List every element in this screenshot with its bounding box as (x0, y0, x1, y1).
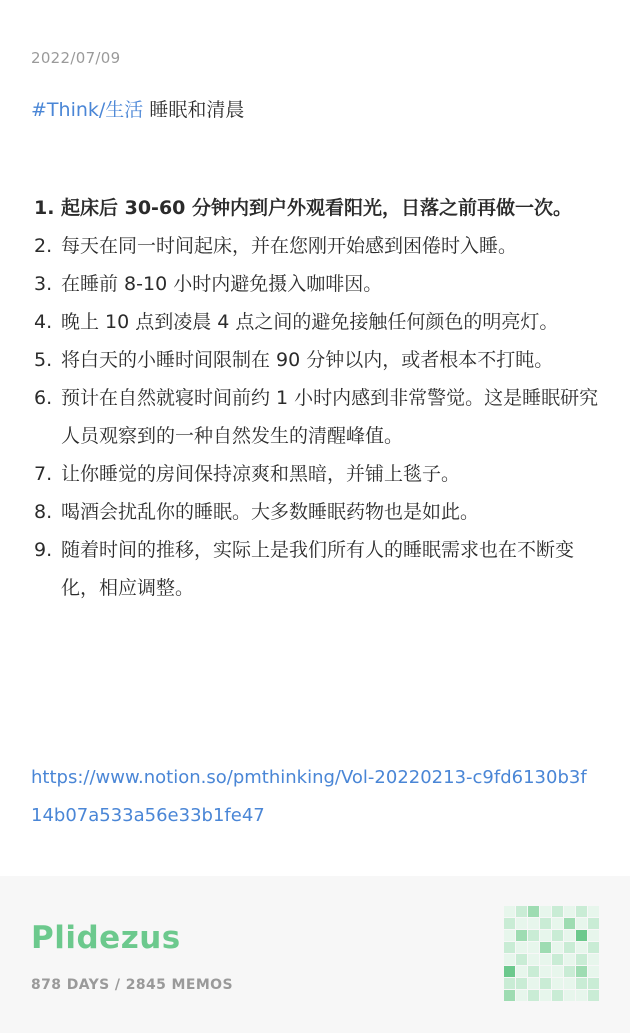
list-item (34, 189, 604, 227)
list-item (34, 455, 604, 493)
list-item (34, 227, 604, 265)
heatmap-cell (564, 942, 575, 953)
heatmap-cell (588, 930, 599, 941)
list-item-text: 晚上 10 点到凌晨 4 点之间的避免接触任何颜色的明亮灯。 (61, 311, 559, 333)
tag-main: #Think (31, 99, 99, 121)
heatmap-cell (588, 918, 599, 929)
heatmap-cell (576, 966, 587, 977)
heatmap-cell (552, 906, 563, 917)
list-item-text: 每天在同一时间起床，并在您刚开始感到困倦时入睡。 (61, 235, 518, 257)
heatmap-cell (576, 918, 587, 929)
heatmap-cell (516, 954, 527, 965)
activity-heatmap (504, 906, 600, 1002)
heatmap-cell (552, 930, 563, 941)
heatmap-cell (540, 906, 551, 917)
heatmap-cell (516, 990, 527, 1001)
heatmap-cell (588, 906, 599, 917)
heatmap-cell (576, 930, 587, 941)
list-item-text: 让你睡觉的房间保持凉爽和黑暗，并铺上毯子。 (61, 463, 461, 485)
heatmap-cell (576, 942, 587, 953)
heatmap-cell (528, 942, 539, 953)
memo-stats: 878 DAYS / 2845 MEMOS (31, 977, 233, 993)
heatmap-cell (528, 966, 539, 977)
memo-title: 睡眠和清晨 (143, 99, 245, 121)
tag-sub: /生活 (98, 99, 144, 121)
list-item-text: 喝酒会扰乱你的睡眠。大多数睡眠药物也是如此。 (61, 501, 480, 523)
heatmap-cell (504, 990, 515, 1001)
heatmap-cell (576, 906, 587, 917)
heatmap-cell (528, 918, 539, 929)
heatmap-cell (564, 954, 575, 965)
heatmap-cell (504, 906, 515, 917)
heatmap-cell (564, 966, 575, 977)
list-item (34, 379, 604, 455)
list-item-number: 5. (34, 349, 53, 371)
heatmap-cell (540, 942, 551, 953)
list-item-number: 1. (34, 197, 55, 219)
list-item-number: 4. (34, 311, 53, 333)
heatmap-cell (528, 978, 539, 989)
heatmap-cell (564, 918, 575, 929)
heatmap-cell (552, 990, 563, 1001)
list-item-number: 9. (34, 539, 53, 561)
heatmap-cell (504, 954, 515, 965)
username[interactable]: Plidezus (31, 920, 181, 956)
list-item-text: 在睡前 8-10 小时内避免摄入咖啡因。 (61, 273, 383, 295)
list-item-number: 3. (34, 273, 53, 295)
heatmap-cell (504, 966, 515, 977)
memo-title-line (31, 95, 244, 122)
heatmap-cell (516, 978, 527, 989)
heatmap-cell (504, 942, 515, 953)
notion-link[interactable]: https://www.notion.so/pmthinking/Vol-20220213-c9fd6130b3f14b07a533a56e33b1fe47 (31, 767, 587, 826)
heatmap-cell (540, 978, 551, 989)
heatmap-cell (528, 906, 539, 917)
heatmap-cell (528, 954, 539, 965)
list-item (34, 303, 604, 341)
tag-link[interactable] (31, 99, 143, 121)
heatmap-cell (540, 954, 551, 965)
heatmap-cell (564, 930, 575, 941)
list-item-text: 将白天的小睡时间限制在 90 分钟以内，或者根本不打盹。 (61, 349, 554, 371)
list-item-text: 起床后 30-60 分钟内到户外观看阳光，日落之前再做一次。 (61, 197, 572, 219)
heatmap-cell (516, 930, 527, 941)
list-item (34, 493, 604, 531)
heatmap-cell (504, 978, 515, 989)
heatmap-cell (552, 918, 563, 929)
heatmap-cell (540, 930, 551, 941)
heatmap-cell (552, 954, 563, 965)
list-item-number: 6. (34, 387, 53, 409)
footer (0, 876, 630, 1033)
heatmap-cell (540, 990, 551, 1001)
heatmap-cell (552, 942, 563, 953)
list-item-text: 随着时间的推移，实际上是我们所有人的睡眠需求也在不断变化，相应调整。 (61, 539, 575, 599)
memo-list (34, 189, 604, 607)
list-item (34, 531, 604, 607)
list-item (34, 341, 604, 379)
heatmap-cell (540, 918, 551, 929)
heatmap-cell (552, 966, 563, 977)
list-item-text: 预计在自然就寝时间前约 1 小时内感到非常警觉。这是睡眠研究人员观察到的一种自然发生的清醒峰值。 (61, 387, 599, 447)
list-item-number: 7. (34, 463, 53, 485)
heatmap-cell (528, 990, 539, 1001)
list-item (34, 265, 604, 303)
heatmap-cell (564, 978, 575, 989)
heatmap-cell (588, 942, 599, 953)
heatmap-cell (528, 930, 539, 941)
heatmap-cell (576, 954, 587, 965)
heatmap-cell (564, 990, 575, 1001)
heatmap-cell (516, 966, 527, 977)
heatmap-cell (588, 966, 599, 977)
heatmap-cell (516, 906, 527, 917)
heatmap-cell (588, 978, 599, 989)
heatmap-cell (576, 990, 587, 1001)
heatmap-cell (588, 954, 599, 965)
heatmap-cell (504, 930, 515, 941)
heatmap-cell (540, 966, 551, 977)
heatmap-cell (516, 942, 527, 953)
heatmap-cell (576, 978, 587, 989)
heatmap-cell (564, 906, 575, 917)
heatmap-cell (552, 978, 563, 989)
heatmap-cell (504, 918, 515, 929)
heatmap-cell (516, 918, 527, 929)
heatmap-cell (588, 990, 599, 1001)
memo-date: 2022/07/09 (31, 49, 121, 67)
list-item-number: 8. (34, 501, 53, 523)
list-item-number: 2. (34, 235, 53, 257)
